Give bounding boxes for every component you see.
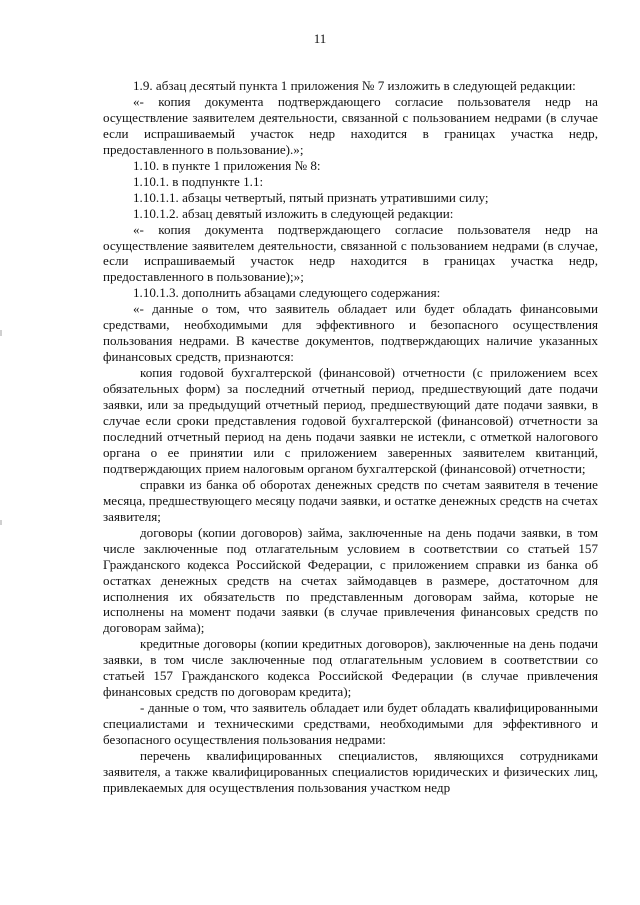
scan-edge-mark xyxy=(0,330,2,336)
paragraph: 1.9. абзац десятый пункта 1 приложения № 7 изложить в следующей редакции: xyxy=(133,78,576,93)
paragraph: 1.10.1.2. абзац девятый изложить в следующей редакции: xyxy=(133,205,454,221)
paragraph: копия годовой бухгалтерской (финансовой) отчетности (с приложением всех обязательных форм) за последний отчетный период, предшествующий дате подачи заявки, или за предыдущий отчетный период, предшествующий дате подачи заявки, в случае если сроки представления годовой бухгалтерской (финансовой) отчетности за последний отчетный период на день подачи заявки не истекли, с отметкой налогового органа о ее принятии или с приложением заверенных заявителем квитанций, подтверждающих прием налоговым органом бухгалтерской (финансовой) отчетности; xyxy=(103,365,598,476)
paragraph: 1.10. в пункте 1 приложения № 8: xyxy=(133,157,321,173)
document-body xyxy=(103,78,598,796)
paragraph: перечень квалифицированных специалистов, являющихся сотрудниками заявителя, а также квалифицированных специалистов юридических и физических лиц, привлекаемых для осуществления пользования участком недр xyxy=(103,748,598,795)
paragraph: справки из банка об оборотах денежных средств по счетам заявителя в течение месяца, предшествующего месяцу подачи заявки, и остатке денежных средств на счетах заявителя; xyxy=(103,476,598,524)
paragraph: 1.10.1.3. дополнить абзацами следующего содержания: xyxy=(133,285,441,301)
paragraph: «- копия документа подтверждающего согласие пользователя недр на осуществление заявителем деятельности, связанной с пользованием недрами (в случае, если испрашиваемый участок недр находится в границах участка недр, предоставленного в пользование);»; xyxy=(103,221,598,285)
paragraph: договоры (копии договоров) займа, заключенные на день подачи заявки, в том числе заключенные под отлагательным условием в соответствии со статьей 157 Гражданского кодекса Российской Федерации, с приложением справки из банка об остатках денежных средств на счетах займодавцев в размере, достаточном для исполнения их обязательств по представленным договорам займа, которые не исполнены на момент подачи заявки (в случае привлечения финансовых средств по договорам займа); xyxy=(103,524,598,636)
paragraph: кредитные договоры (копии кредитных договоров), заключенные на день подачи заявки, в том числе заключенные под отлагательным условием в соответствии со статьей 157 Гражданского кодекса Российской Федерации (в случае привлечения финансовых средств по договорам кредита); xyxy=(103,636,598,700)
paragraph: - данные о том, что заявитель обладает или будет обладать квалифицированными специалистами и техническими средствами, необходимыми для эффективного и безопасного осуществления пользования недрами: xyxy=(103,700,598,748)
paragraph: «- данные о том, что заявитель обладает или будет обладать финансовыми средствами, необходимыми для эффективного и безопасного осуществления пользования недрами. В качестве документов, подтверждающих наличие указанных финансовых средств, признаются: xyxy=(103,301,598,365)
scan-edge-mark xyxy=(0,520,2,525)
page-number: 11 xyxy=(313,31,327,46)
paragraph: 1.10.1. в подпункте 1.1: xyxy=(133,173,264,189)
paragraph: «- копия документа подтверждающего согласие пользователя недр на осуществление заявителем деятельности, связанной с пользованием недрами (в случае если испрашиваемый участок недр находится в границах участка недр, предоставленного в пользование).»; xyxy=(103,93,598,157)
paragraph: 1.10.1.1. абзацы четвертый, пятый признать утратившими силу; xyxy=(133,189,489,205)
